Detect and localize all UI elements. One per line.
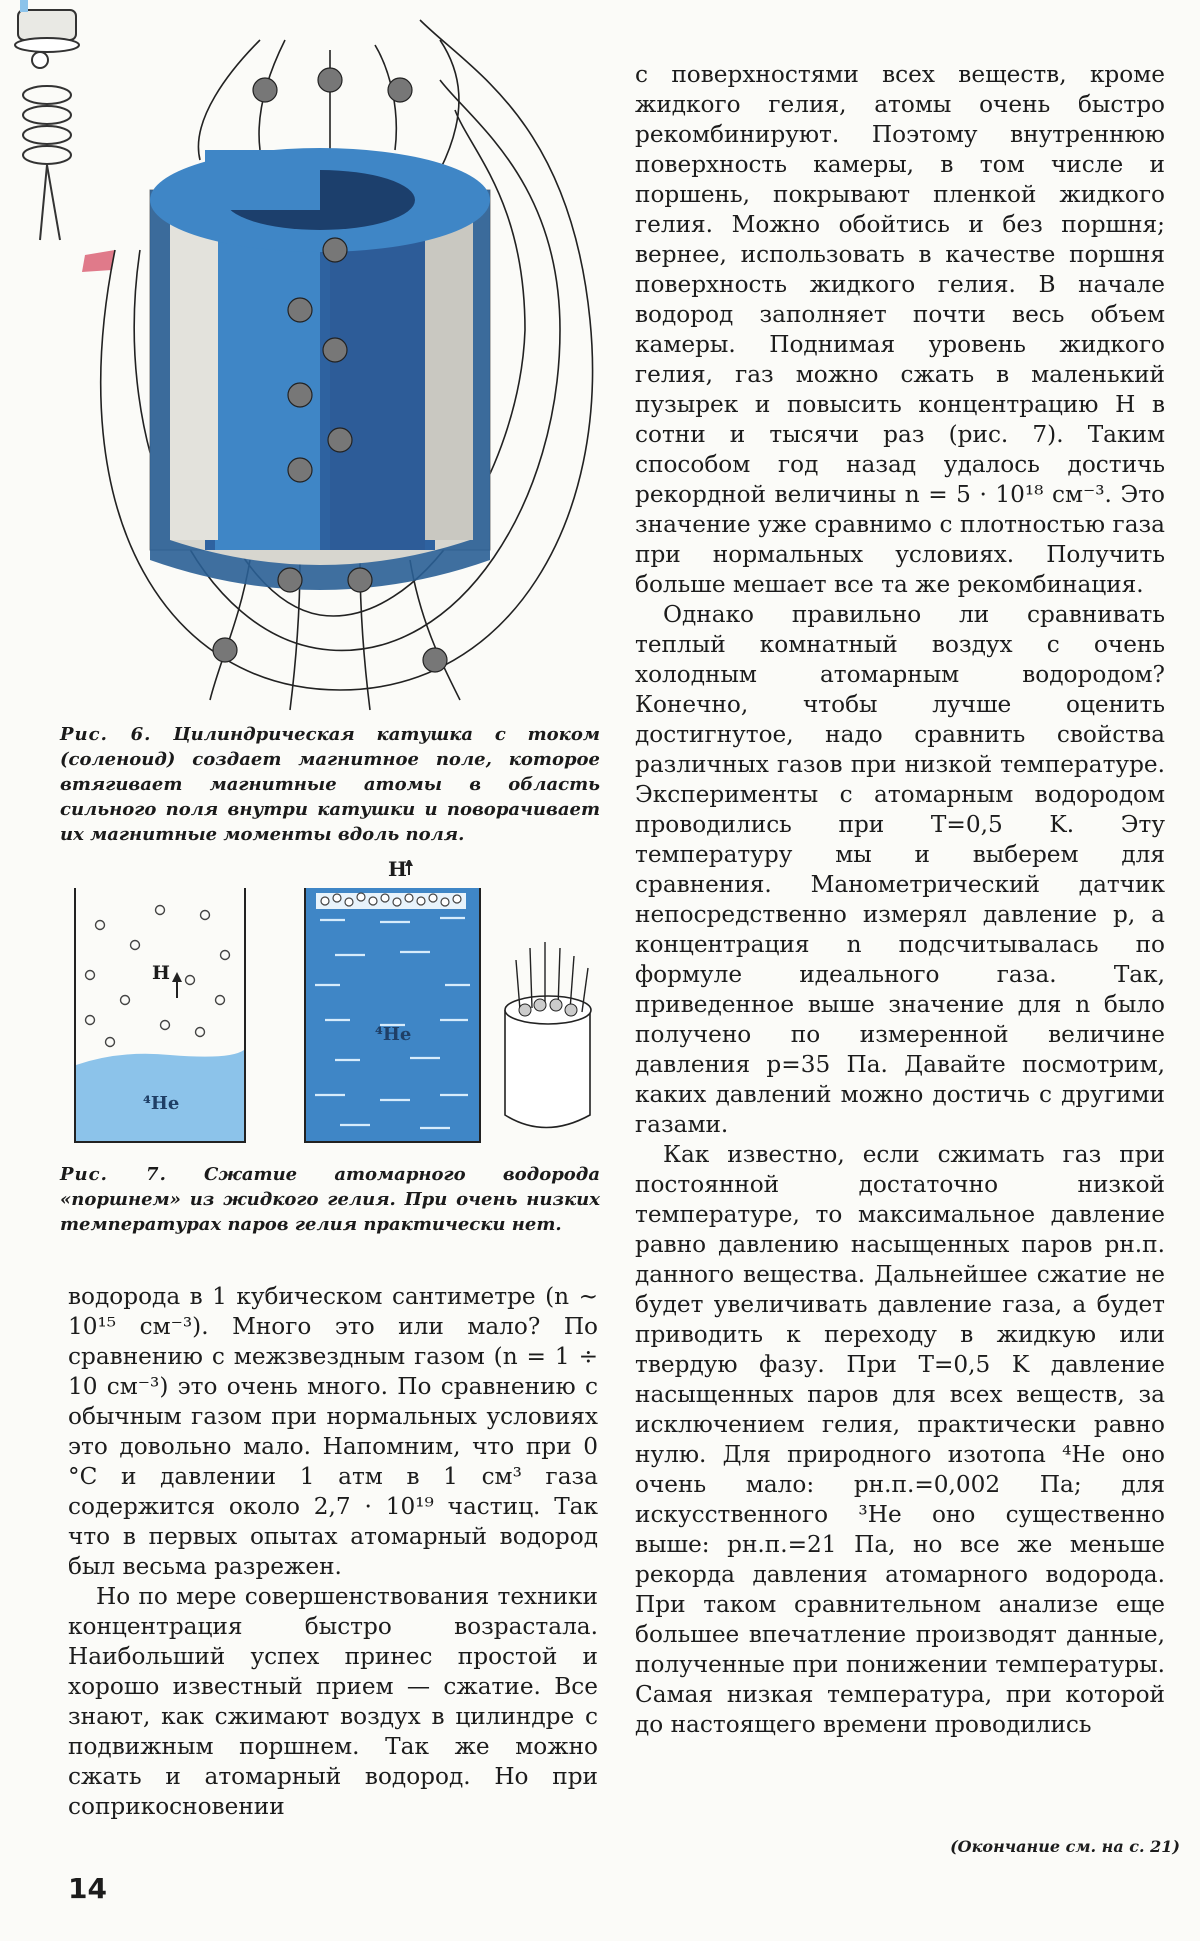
page-number: 14 bbox=[68, 1872, 107, 1905]
figure-6-solenoid bbox=[0, 0, 620, 720]
atom-bundle-icon bbox=[505, 942, 591, 1128]
right-paragraph-3: Как известно, если сжимать газ при постоянной достаточно низкой температуре, то максимальное давление равно давлению насыщенных паров pн.п. данного вещества. Дальнейшее сжатие не будет увеличивать давление газа, а будет приводить к переходу в жидкую или твердую фазу. При T=0,5 K давление насыщенных паров для всех веществ, за исключением гелия, практически равно нулю. Для природного изотопа ⁴He оно очень мало: pн.п.=0,002 Па; для искусственного ³He оно существенно выше: pн.п.=21 Па, но все же меньше рекорда давления атомарного водорода. При таком сравнительном анализе еще большее впечатление производят данные, полученные при понижении температуры. Самая низкая температура, при которой до настоящего времени проводились bbox=[635, 1141, 1165, 1738]
figure-7-caption bbox=[60, 1162, 600, 1237]
figure-7-caption-text: Сжатие атомарного водорода «поршнем» из жидкого гелия. При очень низких температурах паров гелия практически нет. bbox=[60, 1164, 600, 1235]
right-paragraph-2: Однако правильно ли сравнивать теплый комнатный воздух с очень холодным атомарным водородом? Конечно, чтобы лучше оценить достигнутое, надо сравнить свойства различных газов при низкой температуре. Эксперименты с атомарным водородом проводились при T=0,5 K. Эту температуру мы и выберем для сравнения. Манометрический датчик непосредственно измерял давление p, а концентрация n подсчитывалась по формуле идеального газа. Так, приведенное выше значение для n было получено по измеренной величине давления p=35 Па. Давайте посмотрим, каких давлений можно достичь с другими газами. bbox=[635, 601, 1165, 1138]
left-paragraph-2: Но по мере совершенствования техники концентрация быстро возрастала. Наибольший успех принес простой и хорошо известный прием — сжатие. Все знают, как сжимают воздух в цилиндре с подвижным поршнем. Так же можно сжать и атомарный водород. Но при соприкосновении bbox=[68, 1583, 598, 1820]
figure-6-caption-text: Цилиндрическая катушка с током (соленоид) создает магнитное поле, которое втягивает магнитные атомы в область сильного поля внутри катушки и поворачивает их магнитные моменты вдоль поля. bbox=[60, 724, 600, 845]
solenoid-coil bbox=[150, 148, 490, 590]
figure-6-caption bbox=[60, 722, 600, 847]
right-cylinder bbox=[305, 888, 480, 1142]
label-he-left: ⁴He bbox=[143, 1093, 180, 1114]
label-h-gas: H bbox=[152, 962, 170, 984]
label-he-right: ⁴He bbox=[375, 1024, 412, 1045]
label-h-top: H bbox=[388, 857, 407, 881]
continuation-note: (Окончание см. на с. 21) bbox=[950, 1837, 1180, 1856]
right-column-text bbox=[635, 60, 1165, 1740]
figure-7-caption-label: Рис. 7. bbox=[60, 1164, 167, 1185]
left-column-text bbox=[68, 1282, 598, 1822]
left-paragraph-1: водорода в 1 кубическом сантиметре (n ∼ 10¹⁵ см⁻³). Много это или мало? По сравнению с межзвездным газом (n = 1 ÷ 10 см⁻³) это очень много. По сравнению с обычным газом при нормальных условиях это довольно мало. Напомним, что при 0 °C и давлении 1 атм в 1 см³ газа содержится около 2,7 · 10¹⁹ частиц. Так что в первых опытах атомарный водород был весьма разрежен. bbox=[68, 1283, 598, 1580]
decorative-person-icon bbox=[15, 0, 115, 272]
figure-6-caption-label: Рис. 6. bbox=[60, 724, 152, 745]
right-paragraph-1: с поверхностями всех веществ, кроме жидкого гелия, атомы очень быстро рекомбинируют. Поэтому внутреннюю поверхность камеры, в том числе и поршень, покрывают пленкой жидкого гелия. Можно обойтись и без поршня; вернее, использовать в качестве поршня поверхность жидкого гелия. В начале водород заполняет почти весь объем камеры. Поднимая уровень жидкого гелия, газ можно сжать в маленький пузырек и повысить концентрацию H в сотни и тысячи раз (рис. 7). Таким способом год назад удалось достичь рекордной величины n = 5 · 10¹⁸ см⁻³. Это значение уже сравнимо с плотностью газа при нормальных условиях. Получить больше мешает все та же рекомбинация. bbox=[635, 61, 1165, 598]
figure-7-compression bbox=[0, 860, 620, 1170]
